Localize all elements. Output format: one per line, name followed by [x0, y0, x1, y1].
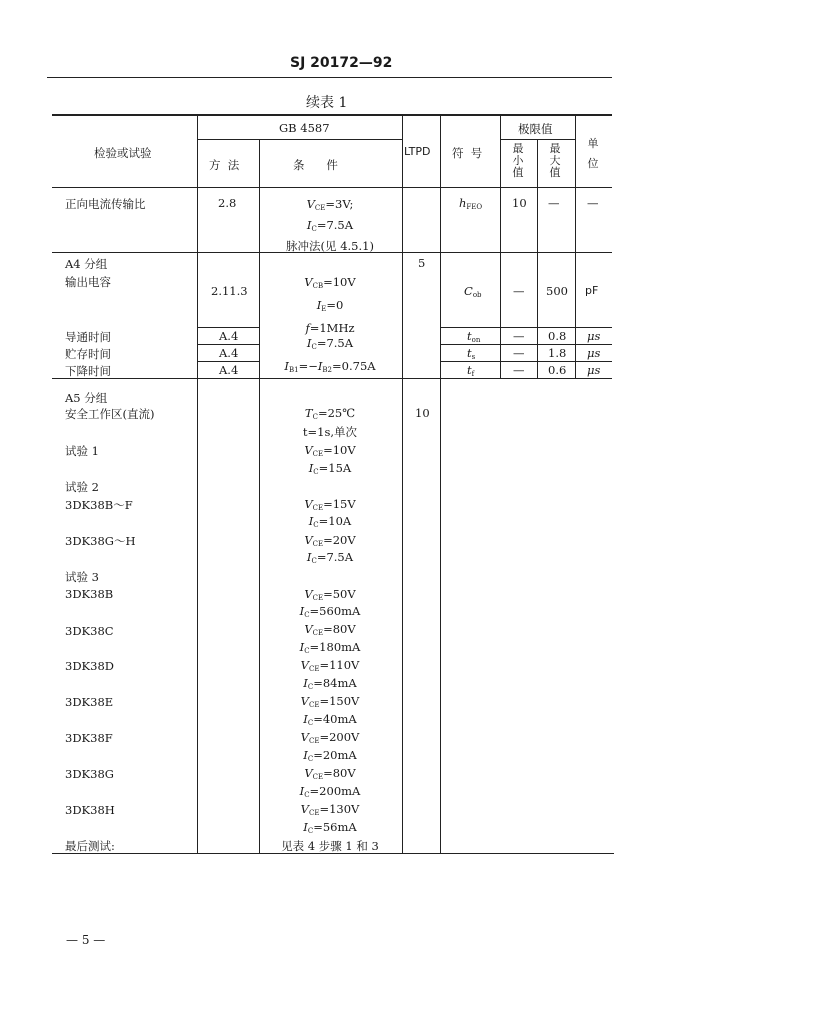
ltpd-cell: 5 [418, 256, 426, 270]
header-rule [47, 77, 612, 78]
max-cell: 500 [546, 284, 568, 298]
unit-cell: — [587, 196, 599, 210]
condition-cell: $I_C=200mA$ [299, 784, 361, 799]
symbol-cell: $t_{on}$ [467, 329, 481, 344]
condition-cell: $V_{CE}=200V$ [300, 730, 360, 745]
condition-cell: $I_C=15A$ [308, 461, 352, 476]
header-bottom-rule [52, 187, 612, 188]
condition-cell: $I_C=7.5A$ $I_{B1}=-I_{B2}=0.75A$ [284, 336, 376, 374]
symbol-cell: $h_{FEO}$ [459, 196, 483, 211]
test-label: 试验 2 [65, 480, 99, 494]
test-label: 试验 3 [65, 570, 99, 584]
unit-cell: μs [587, 329, 601, 343]
col-header-limit: 极限值 [518, 122, 553, 136]
condition-cell: $V_{CB}=10V$ $I_E=0$ f=1MHz [304, 275, 356, 335]
method-cell: A.4 [219, 329, 239, 343]
condition-cell: $I_C=560mA$ [299, 604, 361, 619]
model-label: 3DK38F [65, 731, 113, 745]
test-label: 试验 1 [65, 444, 99, 458]
model-label: 3DK38H [65, 803, 115, 817]
col-header-min: 最 小 值 [512, 142, 524, 179]
test-name: 安全工作区(直流) [65, 407, 155, 421]
unit-cell: pF [585, 284, 599, 297]
symbol-cell: $C_{ob}$ [464, 284, 482, 299]
group-label: A4 分组 [65, 257, 108, 271]
test-name: 导通时间 [65, 330, 111, 344]
condition-cell: $V_{CE}=3V$; $I_C=7.5A$ 脉冲法(见 4.5.1) [286, 197, 374, 253]
col-header-max: 最 大 值 [549, 142, 561, 179]
col-divider [402, 114, 403, 853]
test-name: 输出电容 [65, 275, 111, 289]
col-divider [197, 114, 198, 853]
condition-cell: $V_{CE}=20V$ [304, 533, 356, 548]
condition-cell: $I_C=10A$ [308, 514, 352, 529]
condition-cell: $V_{CE}=110V$ [300, 658, 360, 673]
row-rule [440, 361, 612, 362]
max-cell: 0.6 [548, 363, 567, 377]
ltpd-cell: 10 [415, 406, 430, 420]
min-cell: — [513, 284, 525, 298]
model-label: 3DK38G [65, 767, 114, 781]
col-header-ltpd: LTPD [404, 145, 431, 158]
condition-cell: $I_C=84mA$ [303, 676, 357, 691]
row-rule [197, 344, 259, 345]
final-test-label: 最后测试: [65, 839, 115, 853]
row-rule [440, 344, 612, 345]
min-cell: — [513, 346, 525, 360]
gb-header-rule [197, 139, 402, 140]
table-top-rule [52, 114, 612, 116]
condition-cell: $I_C=180mA$ [299, 640, 361, 655]
method-cell: 2.11.3 [211, 284, 248, 298]
condition-cell: $V_{CE}=50V$ [304, 587, 356, 602]
row-rule [197, 327, 259, 328]
condition-cell: $T_C=25℃$ [304, 406, 356, 421]
condition-cell: t=1s,单次 [302, 425, 358, 439]
final-test-condition: 见表 4 步骤 1 和 3 [281, 839, 379, 853]
col-header-condition: 条 件 [293, 158, 338, 172]
method-cell: A.4 [219, 346, 239, 360]
condition-cell: $I_C=20mA$ [303, 748, 357, 763]
col-divider [575, 114, 576, 378]
col-header-test: 检验或试验 [94, 146, 152, 160]
method-cell: 2.8 [218, 196, 237, 210]
col-header-method: 方 法 [209, 158, 240, 172]
condition-cell: $I_C=56mA$ [303, 820, 357, 835]
condition-cell: $V_{CE}=130V$ [300, 802, 360, 817]
max-cell: — [548, 196, 560, 210]
col-header-gb: GB 4587 [279, 121, 330, 135]
condition-cell: $V_{CE}=15V$ [304, 497, 356, 512]
min-cell: 10 [512, 196, 527, 210]
table-caption: 续表 1 [306, 95, 348, 111]
symbol-cell: $t_f$ [467, 363, 475, 378]
document-number: SJ 20172—92 [290, 55, 393, 71]
unit-cell: μs [587, 346, 601, 360]
condition-cell: $I_C=7.5A$ [306, 550, 354, 565]
model-label: 3DK38G～H [65, 534, 136, 548]
condition-cell: $V_{CE}=150V$ [300, 694, 360, 709]
model-label: 3DK38B～F [65, 498, 133, 512]
row-rule [440, 327, 612, 328]
row-rule [197, 361, 259, 362]
test-name: 下降时间 [65, 364, 111, 378]
condition-cell: $I_C=40mA$ [303, 712, 357, 727]
min-cell: — [513, 329, 525, 343]
condition-cell: $V_{CE}=80V$ [304, 622, 356, 637]
col-divider [440, 114, 441, 853]
model-label: 3DK38B [65, 587, 114, 601]
model-label: 3DK38D [65, 659, 114, 673]
unit-cell: μs [587, 363, 601, 377]
max-cell: 0.8 [548, 329, 567, 343]
group-label: A5 分组 [65, 391, 108, 405]
col-divider [259, 139, 260, 853]
col-header-symbol: 符 号 [452, 146, 483, 160]
method-cell: A.4 [219, 363, 239, 377]
symbol-cell: $t_s$ [467, 346, 476, 361]
min-cell: — [513, 363, 525, 377]
col-divider [500, 114, 501, 378]
col-header-unit: 单 位 [587, 137, 599, 170]
condition-cell: $V_{CE}=80V$ [304, 766, 356, 781]
model-label: 3DK38C [65, 624, 114, 638]
model-label: 3DK38E [65, 695, 114, 709]
page-number: — 5 — [66, 933, 106, 947]
max-cell: 1.8 [548, 346, 567, 360]
col-divider [537, 139, 538, 378]
test-name: 贮存时间 [65, 347, 111, 361]
condition-cell: $V_{CE}=10V$ [304, 443, 356, 458]
test-name: 正向电流传输比 [65, 197, 146, 211]
